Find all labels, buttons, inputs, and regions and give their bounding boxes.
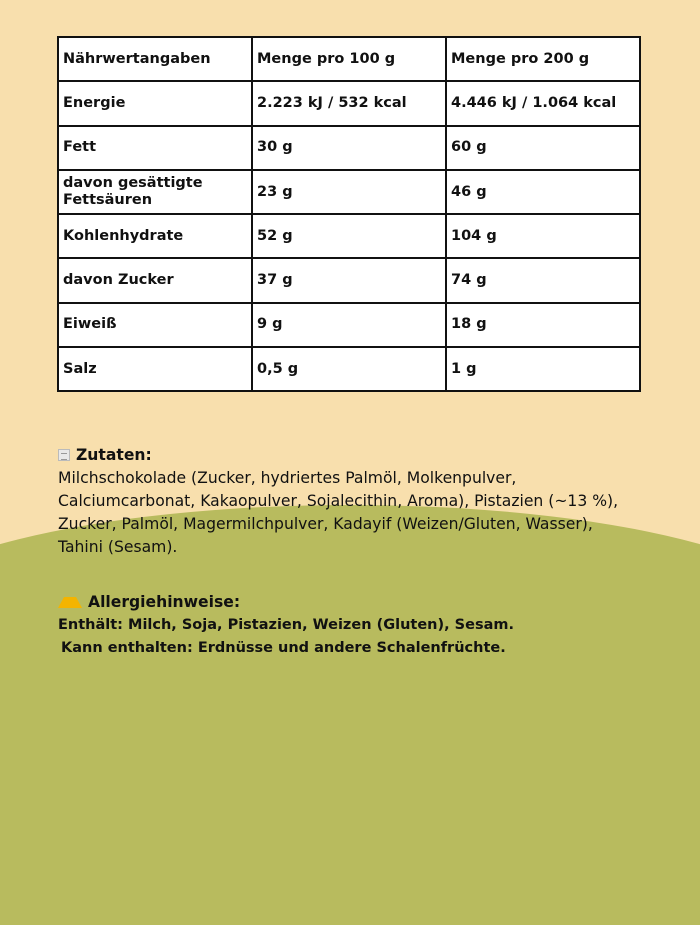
table-cell: Eiweiß: [58, 303, 252, 347]
background-hill: [0, 505, 700, 925]
nutrition-table: [57, 36, 641, 392]
table-cell: 74 g: [446, 258, 640, 302]
ingredients-heading: Zutaten:: [76, 446, 152, 464]
table-cell: 1 g: [446, 347, 640, 391]
table-header-row: [58, 37, 640, 81]
table-cell: davon gesättigte Fettsäuren: [58, 170, 252, 214]
table-header-cell: Nährwertangaben: [58, 37, 252, 81]
table-cell: 52 g: [252, 214, 446, 258]
table-cell: Kohlenhydrate: [58, 214, 252, 258]
ingredients-line: Tahini (Sesam).: [58, 538, 178, 556]
ingredients-heading-line: [58, 444, 678, 467]
table-row: [58, 214, 640, 258]
table-cell: Energie: [58, 81, 252, 125]
allergens-may-contain: Kann enthalten: Erdnüsse und andere Schalenfrüchte.: [61, 640, 506, 656]
ingredients-line: Milchschokolade (Zucker, hydriertes Palmöl, Molkenpulver,: [58, 469, 517, 487]
ingredients-line: Calciumcarbonat, Kakaopulver, Sojalecithin, Aroma), Pistazien (~13 %),: [58, 492, 619, 510]
table-cell: Fett: [58, 126, 252, 170]
table-header-cell: Menge pro 100 g: [252, 37, 446, 81]
table-cell: davon Zucker: [58, 258, 252, 302]
table-cell: 60 g: [446, 126, 640, 170]
warning-icon: [58, 585, 82, 608]
table-cell: Salz: [58, 347, 252, 391]
ingredients-line: Zucker, Palmöl, Magermilchpulver, Kadayif (Weizen/Gluten, Wasser),: [58, 515, 593, 533]
table-cell: 37 g: [252, 258, 446, 302]
document-icon: [58, 449, 70, 461]
table-header-cell: Menge pro 200 g: [446, 37, 640, 81]
allergens-contains: Enthält: Milch, Soja, Pistazien, Weizen (Gluten), Sesam.: [58, 617, 514, 633]
table-row: [58, 126, 640, 170]
allergens-section: [58, 585, 678, 660]
table-cell: 9 g: [252, 303, 446, 347]
table-cell: 30 g: [252, 126, 446, 170]
ingredients-section: [58, 444, 678, 559]
table-row: [58, 258, 640, 302]
table-cell: 46 g: [446, 170, 640, 214]
table-cell: 18 g: [446, 303, 640, 347]
table-cell: 4.446 kJ / 1.064 kcal: [446, 81, 640, 125]
table-cell: 104 g: [446, 214, 640, 258]
table-cell: 2.223 kJ / 532 kcal: [252, 81, 446, 125]
table-row: [58, 347, 640, 391]
table-row: [58, 170, 640, 214]
table-cell: 0,5 g: [252, 347, 446, 391]
table-row: [58, 303, 640, 347]
table-row: [58, 81, 640, 125]
allergens-heading: Allergiehinweise:: [88, 593, 241, 611]
table-cell: 23 g: [252, 170, 446, 214]
allergens-heading-line: [58, 585, 678, 614]
